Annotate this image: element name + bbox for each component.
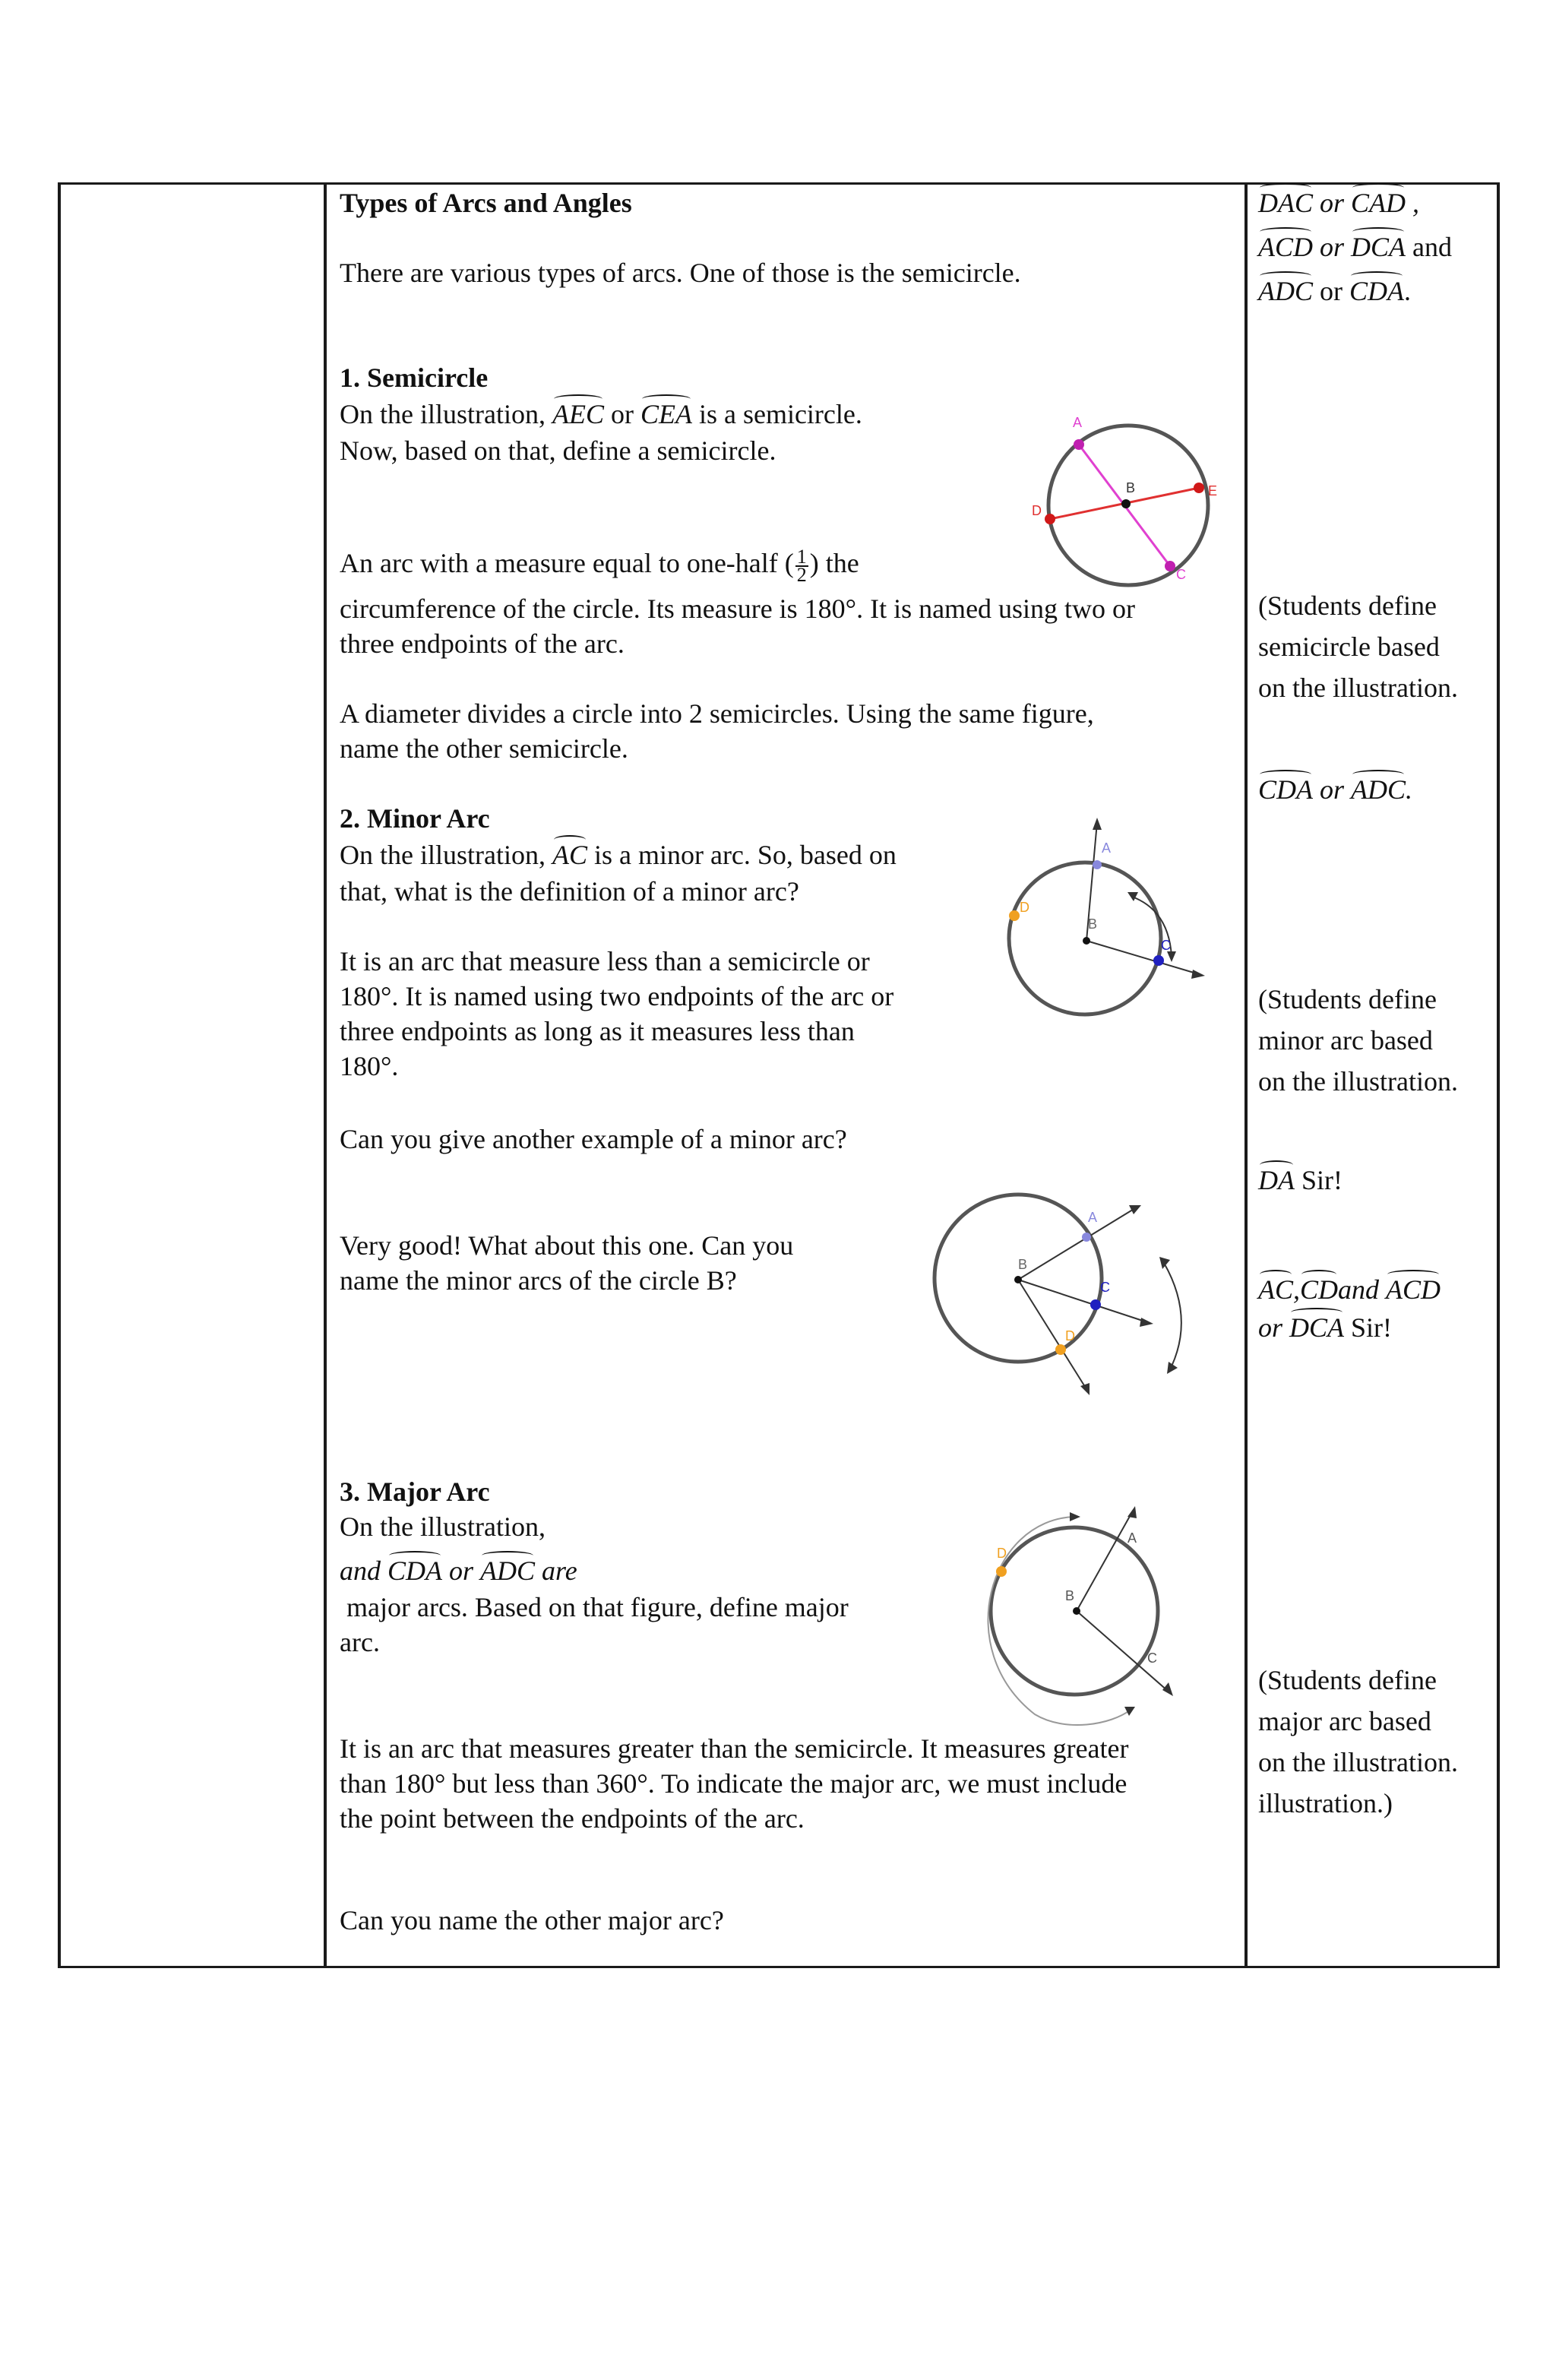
major-question: Can you name the other major arc? bbox=[340, 1905, 724, 1935]
semicircle-note-3: on the illustration. bbox=[1258, 673, 1458, 703]
semicircle-answer bbox=[1258, 772, 1412, 807]
point-a bbox=[1074, 439, 1084, 450]
arc-label: AC bbox=[552, 837, 587, 872]
point-d bbox=[1045, 514, 1055, 524]
arc-label: DCA bbox=[1289, 1310, 1344, 1345]
arc-label: AEC bbox=[552, 397, 604, 432]
numerator: 1 bbox=[796, 545, 807, 568]
major-arc-figure bbox=[959, 1505, 1187, 1725]
point-a bbox=[1093, 860, 1102, 869]
minor-def-line2: 180°. It is named using two endpoints of the arc or bbox=[340, 981, 894, 1011]
major-arc-heading: 3. Major Arc bbox=[340, 1476, 490, 1507]
minor-note-1: (Students define bbox=[1258, 984, 1437, 1014]
label: C bbox=[1176, 567, 1186, 582]
major-note-4: illustration.) bbox=[1258, 1788, 1393, 1818]
minor-def-line3: three endpoints as long as it measures less than bbox=[340, 1016, 855, 1046]
text: or bbox=[1320, 232, 1345, 262]
label: D bbox=[1020, 900, 1029, 915]
ray-bc bbox=[1086, 941, 1199, 974]
arc-label: CEA bbox=[640, 397, 692, 432]
arrowhead bbox=[1162, 1682, 1173, 1696]
arc-label: CDA bbox=[1258, 772, 1313, 807]
table-left-border bbox=[58, 182, 61, 1968]
arc-label: CDA bbox=[1349, 274, 1404, 309]
major-note-3: on the illustration. bbox=[1258, 1747, 1458, 1777]
arc-indicator bbox=[1164, 1263, 1181, 1366]
arrowhead bbox=[1070, 1512, 1080, 1521]
minor-arcs-answer-2 bbox=[1258, 1310, 1392, 1345]
point-b bbox=[1014, 1276, 1022, 1283]
text: or bbox=[1320, 188, 1345, 218]
table-divider-1 bbox=[324, 182, 327, 1968]
semicircle-note-2: semicircle based bbox=[1258, 631, 1440, 662]
intro-text: There are various types of arcs. One of those is the semicircle. bbox=[340, 258, 1021, 288]
semicircle-note-1: (Students define bbox=[1258, 590, 1437, 621]
text: or bbox=[1320, 774, 1345, 805]
arrowhead bbox=[1140, 1318, 1153, 1327]
minor-note-3: on the illustration. bbox=[1258, 1066, 1458, 1097]
minor-more-line1: Very good! What about this one. Can you bbox=[340, 1230, 794, 1261]
response-row-2 bbox=[1258, 229, 1452, 264]
arrowhead bbox=[1124, 1707, 1135, 1716]
table-bottom-border bbox=[58, 1966, 1500, 1968]
semicircle-question-line2: name the other semicircle. bbox=[340, 733, 628, 764]
label: D bbox=[1032, 503, 1042, 518]
point-b bbox=[1121, 499, 1131, 508]
label: B bbox=[1065, 1588, 1075, 1603]
major-arc-line1: On the illustration, bbox=[340, 1511, 546, 1542]
label: C bbox=[1100, 1280, 1110, 1295]
point-c bbox=[1153, 955, 1164, 966]
text: and bbox=[1338, 1274, 1380, 1305]
arc-label: CDA bbox=[387, 1553, 442, 1588]
arrowhead bbox=[1129, 1205, 1141, 1214]
text: . bbox=[1404, 276, 1411, 306]
ray-bc bbox=[1018, 1280, 1147, 1322]
arc-label: ADC bbox=[1258, 274, 1313, 309]
arrowhead bbox=[1127, 892, 1138, 901]
minor-note-2: minor arc based bbox=[1258, 1025, 1433, 1055]
label: A bbox=[1073, 415, 1083, 430]
text: , bbox=[1293, 1274, 1301, 1305]
minor-arc-line1 bbox=[340, 837, 897, 872]
text: . bbox=[1406, 774, 1413, 805]
arc-label: CD bbox=[1300, 1272, 1338, 1307]
text: major arcs. Based on that figure, define major bbox=[346, 1592, 849, 1622]
point-c bbox=[1165, 561, 1175, 571]
label: B bbox=[1018, 1257, 1028, 1272]
minor-arc-line2: that, what is the definition of a minor arc? bbox=[340, 876, 799, 907]
label: E bbox=[1208, 483, 1218, 498]
text: and bbox=[340, 1556, 381, 1586]
text: or bbox=[1320, 276, 1343, 306]
text: Sir! bbox=[1351, 1312, 1393, 1343]
text: or bbox=[449, 1556, 474, 1586]
text: or bbox=[610, 399, 634, 429]
point-d bbox=[1009, 910, 1020, 921]
minor-example-question: Can you give another example of a minor arc? bbox=[340, 1124, 847, 1154]
point-d bbox=[996, 1566, 1007, 1577]
response-row-3 bbox=[1258, 274, 1411, 309]
arc-label: ADC bbox=[480, 1553, 535, 1588]
text: are bbox=[542, 1556, 577, 1586]
point-d bbox=[1055, 1344, 1066, 1355]
label: A bbox=[1102, 840, 1112, 856]
arc-label: DA bbox=[1258, 1163, 1295, 1198]
text: or bbox=[1258, 1312, 1283, 1343]
semicircle-answer-line3: three endpoints of the arc. bbox=[340, 628, 625, 659]
minor-def-line4: 180°. bbox=[340, 1051, 399, 1081]
arrowhead bbox=[1127, 1506, 1137, 1518]
response-row-1 bbox=[1258, 185, 1419, 220]
arc-label: DCA bbox=[1351, 229, 1406, 264]
major-def-line2: than 180° but less than 360°. To indicate the major arc, we must include bbox=[340, 1768, 1127, 1799]
minor-arcs-answer-1 bbox=[1258, 1272, 1441, 1307]
semicircle-question-line1: A diameter divides a circle into 2 semicircles. Using the same figure, bbox=[340, 698, 1094, 729]
section-title: Types of Arcs and Angles bbox=[340, 188, 632, 218]
arrowhead bbox=[1167, 951, 1176, 962]
arrowhead bbox=[1159, 1257, 1170, 1269]
minor-arc-figure-1 bbox=[1003, 813, 1216, 1026]
table-right-border bbox=[1497, 182, 1500, 1968]
text: is a minor arc. So, based on bbox=[593, 840, 897, 870]
minor-more-line2: name the minor arcs of the circle B? bbox=[340, 1265, 737, 1296]
major-arc-line2 bbox=[340, 1553, 577, 1588]
major-note-2: major arc based bbox=[1258, 1706, 1431, 1736]
point-a bbox=[1082, 1233, 1091, 1242]
major-def-line3: the point between the endpoints of the arc. bbox=[340, 1803, 805, 1834]
point-b bbox=[1083, 937, 1090, 945]
arc-label: ADC bbox=[1351, 772, 1406, 807]
label: A bbox=[1127, 1530, 1137, 1546]
arc-label: CAD bbox=[1351, 185, 1406, 220]
arc-label: ACD bbox=[1386, 1272, 1441, 1307]
minor-arc-heading: 2. Minor Arc bbox=[340, 803, 490, 834]
denominator: 2 bbox=[796, 563, 807, 586]
semicircle-answer-line1 bbox=[340, 546, 859, 584]
table-divider-2 bbox=[1244, 182, 1248, 1968]
major-note-1: (Students define bbox=[1258, 1665, 1437, 1695]
text: and bbox=[1412, 232, 1452, 262]
major-arc-line3 bbox=[340, 1590, 849, 1625]
text: Sir! bbox=[1301, 1165, 1343, 1195]
text: An arc with a measure equal to one-half ( bbox=[340, 548, 794, 578]
point-c bbox=[1090, 1299, 1101, 1310]
semicircle-line1 bbox=[340, 397, 862, 432]
semicircle-line2: Now, based on that, define a semicircle. bbox=[340, 435, 776, 466]
text: On the illustration, bbox=[340, 399, 546, 429]
major-arc-line4: arc. bbox=[340, 1627, 380, 1657]
label: B bbox=[1088, 916, 1098, 932]
label: C bbox=[1147, 1650, 1157, 1666]
label: D bbox=[1065, 1328, 1075, 1343]
text: ) the bbox=[809, 548, 859, 578]
arrowhead bbox=[1191, 970, 1205, 979]
label: A bbox=[1088, 1210, 1098, 1225]
point-e bbox=[1194, 483, 1204, 493]
semicircle-answer-line2: circumference of the circle. Its measure is 180°. It is named using two or bbox=[340, 593, 1136, 624]
text: , bbox=[1412, 188, 1420, 218]
semicircle-figure bbox=[1026, 410, 1238, 585]
arrowhead bbox=[1080, 1383, 1090, 1395]
arc-label: DAC bbox=[1258, 185, 1313, 220]
label: C bbox=[1161, 938, 1171, 953]
arc-label: AC bbox=[1258, 1272, 1293, 1307]
major-def-line1: It is an arc that measures greater than the semicircle. It measures greater bbox=[340, 1733, 1129, 1764]
ray-bd bbox=[1018, 1280, 1086, 1389]
arc-label: ACD bbox=[1258, 229, 1313, 264]
minor-example-answer bbox=[1258, 1163, 1343, 1198]
label: D bbox=[997, 1546, 1007, 1561]
text: is a semicircle. bbox=[698, 399, 862, 429]
point-b bbox=[1073, 1607, 1080, 1615]
minor-def-line1: It is an arc that measure less than a semicircle or bbox=[340, 946, 870, 976]
minor-arc-figure-2 bbox=[919, 1185, 1193, 1406]
arrowhead bbox=[1093, 818, 1102, 830]
label: B bbox=[1126, 480, 1136, 495]
text: On the illustration, bbox=[340, 840, 546, 870]
one-half-fraction bbox=[795, 545, 808, 586]
semicircle-heading: 1. Semicircle bbox=[340, 362, 489, 393]
